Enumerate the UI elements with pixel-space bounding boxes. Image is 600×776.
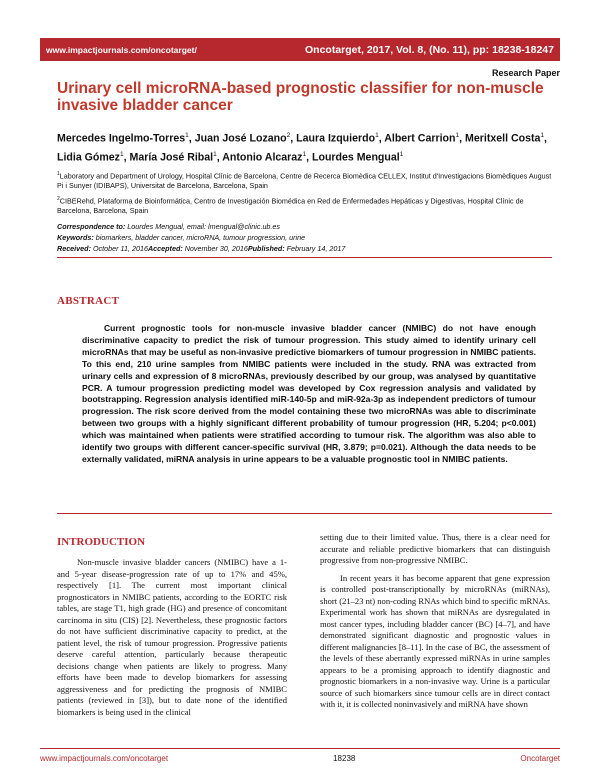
- author-affiliation-number: 1: [455, 132, 460, 139]
- footer-url[interactable]: www.impactjournals.com/oncotarget: [40, 754, 169, 763]
- citation-info: Oncotarget, 2017, Vol. 8, (No. 11), pp: 18238-18247: [305, 43, 554, 56]
- received-date: [57, 244, 148, 253]
- author-separator: ,: [306, 151, 312, 164]
- author-separator: ,: [123, 151, 130, 164]
- author-name: María José Ribal: [129, 151, 214, 164]
- published-date: [248, 244, 346, 253]
- affiliation-text: Laboratory and Department of Urology, Hospital Clínic de Barcelona, Centre de Recerca Biomèdica CELLEX, Institut d'Investigacions Biomèdiques August Pi i Sunyer (IDIBAPS), Universitat de Barcelona, Barcelona, Spain: [57, 171, 552, 190]
- published-label: Published:: [247, 244, 285, 253]
- author-affiliation-number: 1: [375, 132, 379, 139]
- author-name: Meritxell Costa: [465, 132, 541, 145]
- abstract-text: Current prognostic tools for non-muscle invasive bladder cancer (NMIBC) do not have enough discriminative capacity to predict the risk of tumour progression. This study aimed to identify urinary cell microRNAs that may be useful as non-invasive predictive biomarkers of tumour progression in NMIBC patients. To this end, 210 urine samples from NMIBC patients were included in the study. RNA was extracted from urinary cells and expression of 8 microRNAs, previously described by our group, was analysed by quantitative PCR. A tumour progression predicting model was developed by Cox regression analysis and validated by bootstrapping. Regression analysis identified miR-140-5p and miR-92a-3p as independent predictors of tumour progression. The risk score derived from the model containing these two microRNAs was able to discriminate between two groups with a highly significant different probability of tumour progression (HR, 5.204; p<0.001) which was maintained when patients were stratified according to tumour risk. The algorithm was also able to identify two groups with different cancer-specific survival (HR, 3.879; p=0.021). Although the data needs to be externally validated, miRNA analysis in urine appears to be a valuable prognostic tool in NMIBC patients.: [82, 323, 536, 464]
- abstract-heading: ABSTRACT: [57, 295, 120, 307]
- published-value: February 14, 2017: [286, 244, 346, 253]
- introduction-heading: INTRODUCTION: [57, 536, 146, 548]
- author-name: Lidia Gómez: [57, 151, 120, 164]
- accepted-value: November 30, 2016: [184, 244, 248, 253]
- author-name: Albert Carrion: [384, 132, 456, 145]
- received-value: October 11, 2016: [92, 244, 148, 253]
- author-affiliation-number: 1: [302, 150, 307, 158]
- correspondence-value[interactable]: Lourdes Mengual, email: lmengual@clinic.ub.es: [127, 222, 281, 231]
- footer-rule: [40, 748, 560, 749]
- received-label: Received:: [57, 244, 91, 253]
- correspondence-label: Correspondence to:: [57, 222, 126, 231]
- accepted-date: [148, 244, 248, 253]
- journal-url[interactable]: www.impactjournals.com/oncotarget/: [46, 44, 197, 55]
- page-number: 18238: [333, 754, 356, 763]
- article-type: Research Paper: [491, 68, 560, 78]
- intro-paragraph-2: In recent years it has become apparent that gene expression is controlled post-transcriptionally by microRNAs (miRNAs), short (21–23 nt) non-coding RNAs which bind to specific mRNAs. Experimental work has shown that miRNAs are dysregulated in most cancer types, including bladder cancer (BC) [4–7], and have demonstrated significant diagnostic and prognostic values in different malignancies [8–11]. In the case of BC, the assessment of the levels of these aberrantly expressed miRNAs in urine samples appears to be a promising approach to identify diagnostic and prognostic biomarkers in a non-invasive way. Urine is a particular source of such biomarkers since tumour cells are in direct contact with it, it is collected noninvasively and miRNA have shown: [320, 572, 550, 709]
- dates-line: [57, 244, 552, 254]
- affiliation-number: 1: [57, 171, 60, 177]
- author-list: [57, 128, 547, 165]
- intro-paragraph-continued: setting due to their limited value. Thus, there is a clear need for accurate and reliable predictive biomarkers that can distinguish progressive from non-progressive NMIBC.: [320, 532, 550, 565]
- divider-bottom: [57, 513, 552, 514]
- affiliation-number: 2: [57, 196, 60, 202]
- divider-top: [57, 257, 552, 258]
- page-footer: [40, 754, 560, 763]
- author-separator: ,: [378, 132, 385, 145]
- footer-journal: Oncotarget: [520, 754, 560, 763]
- intro-paragraph-1: Non-muscle invasive bladder cancers (NMIBC) have a 1- and 5-year disease-progression rate of up to 17% and 45%, respectively [1]. The current most important clinical prognosticators in NMIBC patients, according to the EORTC risk tables, are stage T1, high grade (HG) and presence of concomitant carcinoma in situ (CIS) [2]. Nevertheless, these prognostic factors do not have sufficient discriminative capacity to predict, at the patient level, the risk of tumour progression. Progressive patients deserve careful attention, particularly because therapeutic decisions change when patients are likely to progress. Many efforts have been made to develop biomarkers for assessing aggressiveness and for predicting the prognosis of NMIBC patients (reviewed in [3]), but to date none of the identified biomarkers is being used in the clinical: [57, 557, 287, 717]
- author-affiliation-number: 1: [119, 150, 124, 158]
- author-name: Juan José Lozano: [194, 132, 287, 145]
- journal-header-bar: [40, 38, 560, 61]
- author-name: Antonio Alcaraz: [222, 151, 303, 164]
- author-name: Mercedes Ingelmo-Torres: [57, 132, 186, 145]
- author-affiliation-number: 1: [213, 150, 217, 158]
- correspondence-line: [57, 222, 552, 232]
- column-right: [320, 532, 550, 711]
- author-separator: ,: [290, 132, 297, 145]
- affiliation-text: CIBERehd, Plataforma de Bioinformática, Centro de Investigación Biomédica en Red de Enfermedades Hepáticas y Digestivas, Hospital Clínic de Barcelona, Barcelona, Spain: [57, 196, 524, 215]
- author-affiliation-number: 1: [399, 150, 404, 158]
- author-name: Lourdes Mengual: [312, 151, 400, 164]
- keywords-value: biomarkers, bladder cancer, microRNA, tumour progression, urine: [95, 233, 306, 242]
- article-title: Urinary cell microRNA-based prognostic classifier for non-muscle invasive bladder cancer: [57, 80, 544, 114]
- author-separator: ,: [544, 132, 547, 145]
- keywords-line: [57, 233, 552, 243]
- author-separator: ,: [188, 132, 195, 145]
- author-affiliation-number: 2: [286, 132, 291, 139]
- author-name: Laura Izquierdo: [296, 132, 376, 145]
- keywords-label: Keywords:: [57, 233, 94, 242]
- accepted-label: Accepted:: [147, 244, 183, 253]
- author-separator: ,: [459, 132, 466, 145]
- author-affiliation-number: 1: [540, 132, 545, 139]
- author-affiliation-number: 1: [185, 132, 189, 139]
- affiliation-2: [57, 195, 552, 215]
- column-left: [57, 557, 287, 718]
- author-separator: ,: [216, 151, 223, 164]
- affiliation-1: [57, 170, 552, 190]
